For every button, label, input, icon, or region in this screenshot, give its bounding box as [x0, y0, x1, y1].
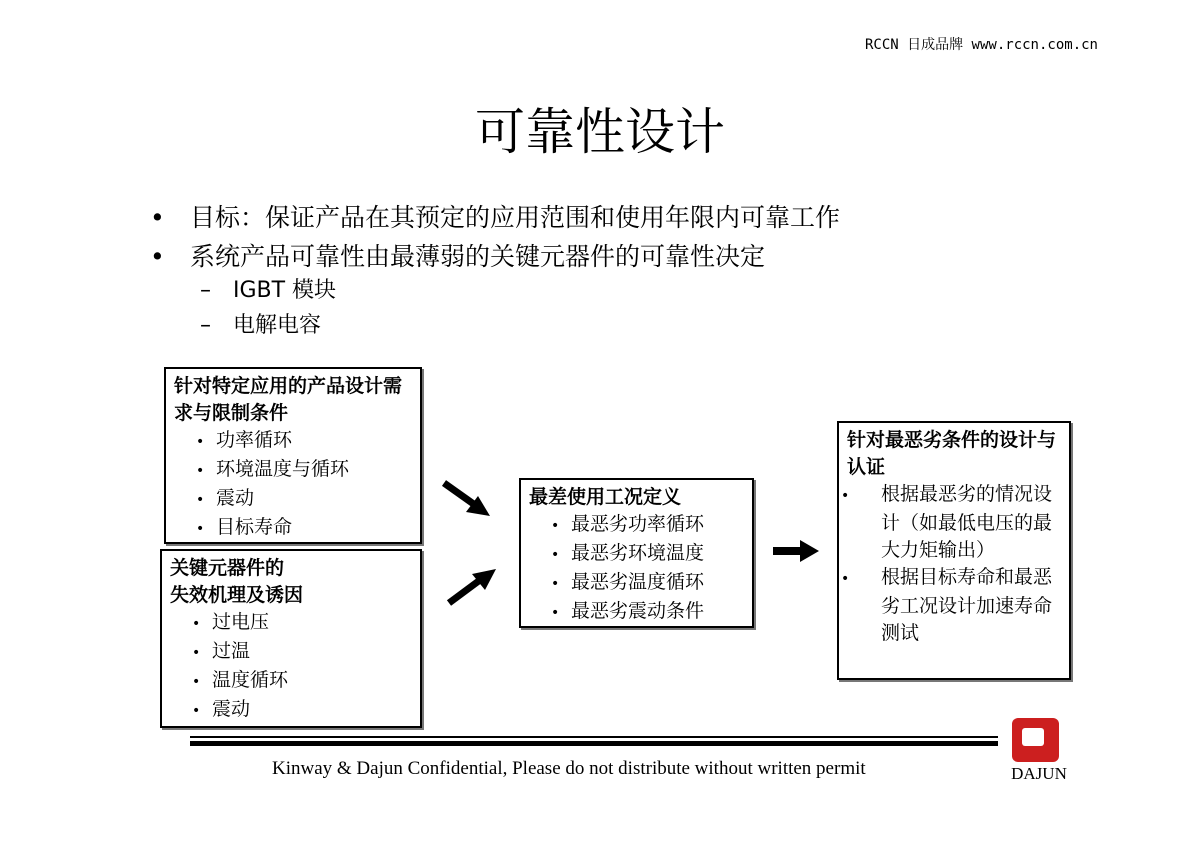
box-heading: 关键元器件的 [170, 557, 285, 579]
logo-text: DAJUN [1011, 764, 1067, 783]
slide-title: 可靠性设计 [475, 103, 725, 161]
arrow-up-right-icon [449, 569, 496, 603]
box-heading: 最差使用工况定义 [529, 486, 682, 508]
divider [190, 741, 998, 746]
list-item: • 最恶劣环境温度 [551, 540, 744, 569]
bullet-text: 目标：保证产品在其预定的应用范围和使用年限内可靠工作 [190, 203, 841, 232]
list-item: • 根据目标寿命和最恶劣工况设计加速寿命测试 [861, 564, 1061, 647]
list-item: • 过电压 [192, 609, 412, 638]
list-item: • 温度循环 [192, 667, 412, 696]
list-item: • 目标寿命 [196, 514, 412, 543]
list-item: • 环境温度与循环 [196, 456, 412, 485]
dash-marker: – [200, 313, 211, 338]
dash-marker: – [200, 278, 211, 303]
divider [190, 736, 998, 738]
sub-bullet-text: IGBT 模块 [233, 278, 337, 303]
confidential-notice: Kinway & Dajun Confidential, Please do not distribute without written permit [272, 758, 866, 779]
dajun-logo [1004, 716, 1074, 788]
list-item: • 根据最恶劣的情况设计（如最低电压的最大力矩输出） [861, 481, 1061, 564]
logo-mark-icon [1012, 718, 1059, 762]
list-item: • 最恶劣功率循环 [551, 511, 744, 540]
source-header: RCCN 日成品牌 www.rccn.com.cn [864, 37, 1098, 53]
list-item: • 功率循环 [196, 427, 412, 456]
list-item: • 震动 [196, 485, 412, 514]
list-item: • 震动 [192, 696, 412, 725]
arrow-down-right-icon [444, 483, 490, 516]
list-item: • 最恶劣震动条件 [551, 598, 744, 627]
arrow-right-icon [773, 540, 819, 562]
sub-bullet-text: 电解电容 [233, 313, 322, 338]
box-heading: 针对特定应用的产品设计需求与限制条件 [174, 375, 403, 424]
bullet-marker: • [150, 203, 165, 232]
box-heading: 针对最恶劣条件的设计与认证 [847, 429, 1057, 478]
bullet-text: 系统产品可靠性由最薄弱的关键元器件的可靠性决定 [190, 242, 766, 271]
box-heading: 失效机理及诱因 [170, 584, 304, 606]
list-item: • 最恶劣温度循环 [551, 569, 744, 598]
bullet-marker: • [150, 242, 165, 271]
list-item: • 过温 [192, 638, 412, 667]
